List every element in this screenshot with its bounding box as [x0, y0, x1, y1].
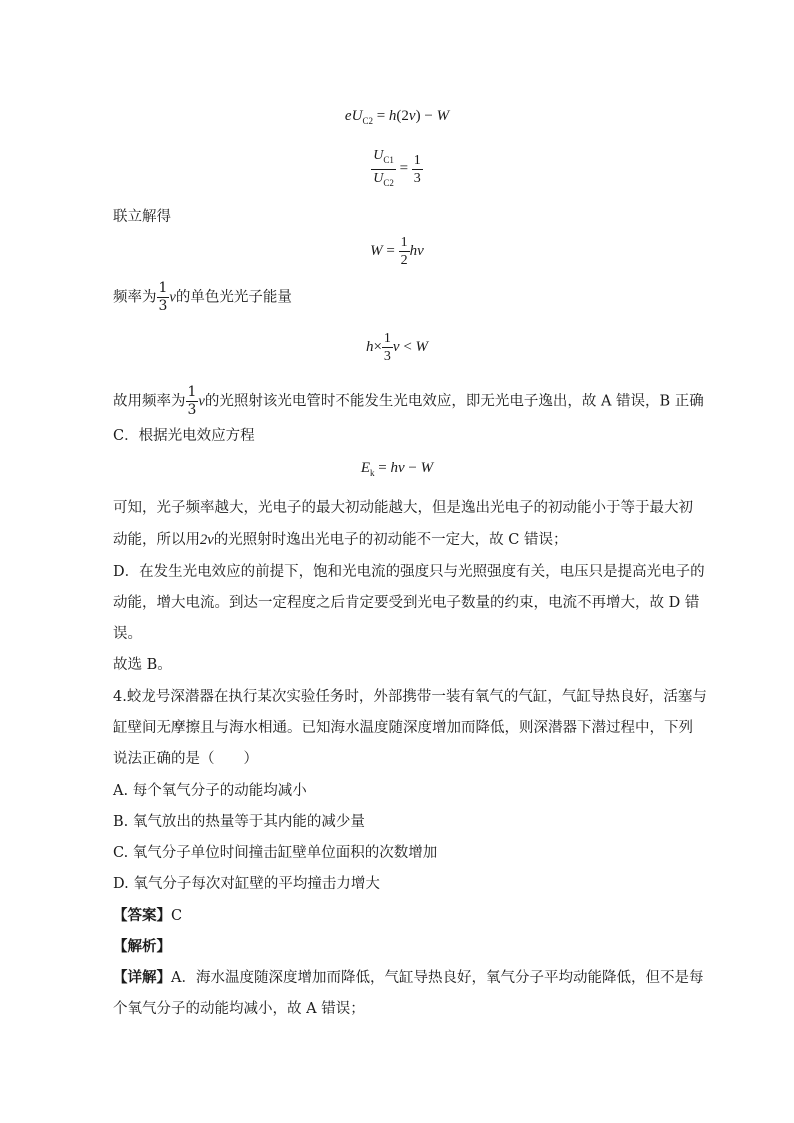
eq-operator: ×	[373, 338, 382, 355]
eq-symbol: e	[344, 108, 352, 124]
eq-symbol: 2ν	[200, 532, 214, 548]
text-line: 可知，光子频率越大，光电子的最大初动能越大，但是逸出光电子的初动能小于等于最大初	[113, 500, 693, 516]
text-line	[113, 530, 568, 550]
answer-tag: 【答案】	[113, 907, 171, 924]
equation-voltage-ratio	[0, 147, 794, 192]
equation-photon-energy-compare	[0, 330, 794, 365]
eq-symbol: h	[409, 242, 418, 259]
eq-operator: =	[372, 108, 389, 124]
analysis-heading: 【解析】	[113, 938, 171, 955]
eq-operator: )	[415, 108, 421, 124]
text-span: 故用频率为	[113, 393, 186, 410]
eq-symbol: ν	[198, 393, 205, 410]
text-span: 的光照射该光电管时不能发生光电效应，即无光电子逸出，故 A 错误，B 正确	[204, 393, 704, 410]
question-4-stem: 说法正确的是（ ）	[113, 751, 258, 767]
text-line: 故选 B。	[113, 657, 172, 673]
eq-operator: =	[395, 160, 412, 177]
text-line	[113, 384, 704, 419]
analysis-tag	[113, 937, 171, 957]
text-line: C．根据光电效应方程	[113, 428, 255, 444]
eq-operator: =	[374, 460, 391, 476]
eq-symbol: h	[388, 108, 397, 124]
detail-tag: 【详解】	[113, 969, 171, 986]
fraction: $\frac{1}{3}$	[158, 280, 168, 314]
detail-line: 个氧气分子的动能均减小，故 A 错误；	[113, 1001, 365, 1017]
text-line: 动能，增大电流。到达一定程度之后肯定要受到光电子数量的约束，电流不再增大，故 D 错	[113, 595, 700, 611]
eq-symbol: h	[365, 338, 374, 355]
eq-subscript: k	[370, 468, 375, 478]
eq-operator: (2	[396, 108, 409, 124]
text-line: 误。	[113, 626, 142, 642]
question-4-stem: 缸壁间无摩擦且与海水相通。已知海水温度随深度增加而降低，则深潜器下潜过程中，下列	[113, 720, 693, 736]
option-a: A. 每个氧气分子的动能均减小	[113, 783, 307, 799]
answer-line	[113, 906, 182, 926]
option-c: C. 氧气分子单位时间撞击缸壁单位面积的次数增加	[113, 845, 438, 861]
eq-operator: =	[382, 242, 399, 259]
eq-operator: −	[420, 108, 437, 124]
eq-symbol: U	[373, 170, 384, 186]
text-span: 频率为	[113, 289, 157, 306]
equation-work-function	[0, 234, 794, 269]
fraction: $\frac{1}{2}$	[400, 235, 408, 268]
fraction	[371, 147, 396, 192]
eq-symbol: ν	[169, 289, 176, 306]
text-line	[113, 280, 292, 315]
eq-symbol: U	[373, 148, 384, 163]
eq-symbol: W	[420, 460, 434, 476]
equation-photoelectric-2v	[0, 108, 794, 126]
option-b: B. 氧气放出的热量等于其内能的减少量	[113, 814, 365, 830]
question-4-stem: 4.蛟龙号深潜器在执行某次实验任务时，外部携带一装有氧气的气缸，气缸导热良好，活塞与	[113, 689, 707, 705]
fraction: $\frac{1}{3}$	[413, 152, 421, 186]
eq-subscript: C1	[383, 154, 394, 165]
eq-symbol: ν	[417, 242, 424, 259]
text-span: 的单色光光子能量	[175, 289, 292, 306]
eq-subscript: C2	[383, 177, 394, 188]
eq-symbol: h	[390, 460, 398, 476]
eq-symbol: E	[360, 460, 371, 476]
eq-symbol: ν	[392, 338, 400, 355]
eq-symbol: W	[436, 108, 450, 124]
eq-symbol: ν	[408, 108, 416, 124]
eq-operator: <	[399, 338, 416, 355]
eq-symbol: ν	[398, 460, 405, 476]
detail-line	[113, 968, 703, 988]
eq-operator: −	[404, 460, 421, 476]
text-span: 动能，所以用	[113, 532, 200, 548]
equation-photoelectric-effect	[0, 460, 794, 478]
eq-symbol: W	[370, 242, 383, 259]
fraction: $\frac{1}{3}$	[383, 331, 391, 364]
text-span: 的光照射时逸出光电子的初动能不一定大，故 C 错误；	[213, 532, 568, 548]
fraction: $\frac{1}{3}$	[187, 384, 197, 418]
answer-value: C	[171, 908, 183, 924]
eq-subscript: C2	[362, 116, 373, 126]
eq-symbol: U	[351, 108, 363, 124]
text-line: D．在发生光电效应的前提下，饱和光电流的强度只与光照强度有关，电压只是提高光电子的	[113, 564, 705, 580]
option-d: D. 氧气分子每次对缸壁的平均撞击力增大	[113, 876, 380, 892]
text-line: 联立解得	[113, 209, 171, 225]
text-span: A．海水温度随深度增加而降低，气缸导热良好，氧气分子平均动能降低，但不是每	[171, 970, 704, 986]
eq-symbol: W	[415, 338, 429, 355]
